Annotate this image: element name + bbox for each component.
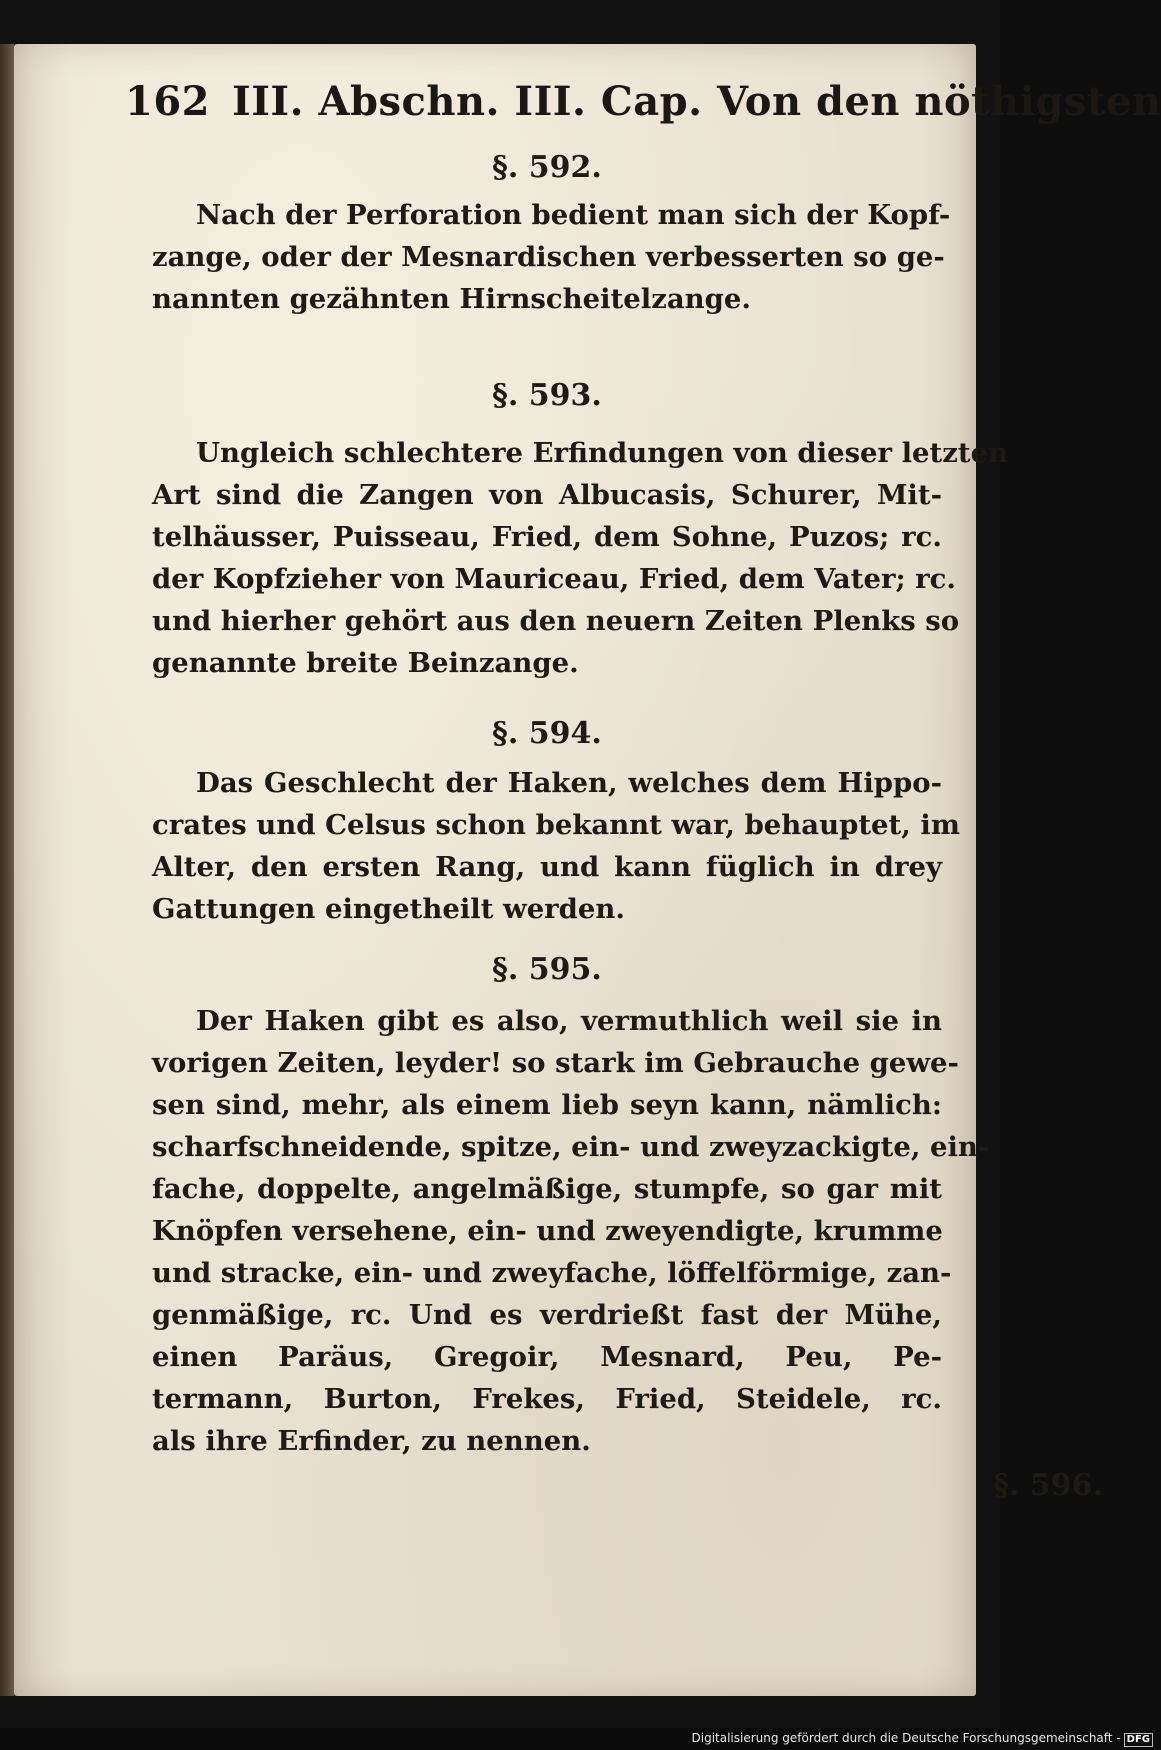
dfg-logo: DFG bbox=[1124, 1733, 1153, 1747]
text-line: telhäusser, Puisseau, Fried, dem Sohne, Puzos; rc. bbox=[152, 521, 942, 553]
text-line: crates und Celsus schon bekannt war, behauptet, im bbox=[152, 809, 960, 841]
section-body-592 bbox=[152, 194, 951, 320]
section-body-593 bbox=[152, 432, 1009, 684]
section-heading-594: §. 594. bbox=[492, 716, 602, 751]
text-line: Art sind die Zangen von Albucasis, Schurer, Mit- bbox=[152, 479, 942, 511]
text-line: Ungleich schlechtere Erfindungen von dieser letzten bbox=[196, 437, 1009, 469]
text-line: der Kopfzieher von Mauriceau, Fried, dem Vater; rc. bbox=[152, 563, 956, 595]
page-number: 162 bbox=[125, 78, 210, 125]
section-heading-595: §. 595. bbox=[492, 952, 602, 987]
section-heading-593: §. 593. bbox=[492, 378, 602, 413]
text-line: Gattungen eingetheilt werden. bbox=[152, 893, 625, 925]
text-line: fache, doppelte, angelmäßige, stumpfe, so gar mit bbox=[152, 1173, 942, 1205]
text-line: Nach der Perforation bedient man sich der Kopf- bbox=[196, 199, 951, 231]
text-line: termann, Burton, Frekes, Fried, Steidele, rc. bbox=[152, 1383, 942, 1415]
text-line: genannte breite Beinzange. bbox=[152, 647, 579, 679]
text-line: zange, oder der Mesnardischen verbesserten so ge- bbox=[152, 241, 945, 273]
text-line: genmäßige, rc. Und es verdrießt fast der Mühe, bbox=[152, 1299, 942, 1331]
section-body-595 bbox=[152, 1000, 990, 1462]
text-line: Der Haken gibt es also, vermuthlich weil sie in bbox=[196, 1005, 942, 1037]
text-line: und stracke, ein- und zweyfache, löffelförmige, zan- bbox=[152, 1257, 952, 1289]
text-line: nannten gezähnten Hirnscheitelzange. bbox=[152, 283, 751, 315]
text-line: und hierher gehört aus den neuern Zeiten Plenks so bbox=[152, 605, 960, 637]
text-line: scharfschneidende, spitze, ein- und zweyzackigte, ein- bbox=[152, 1131, 990, 1163]
text-line: Das Geschlecht der Haken, welches dem Hippo- bbox=[196, 767, 942, 799]
text-line: sen sind, mehr, als einem lieb seyn kann, nämlich: bbox=[152, 1089, 942, 1121]
section-body-594 bbox=[152, 762, 960, 930]
running-title: III. Abschn. III. Cap. Von den nöthigsten bbox=[232, 78, 1161, 125]
page-edge bbox=[0, 44, 14, 1696]
section-heading-592: §. 592. bbox=[492, 150, 602, 185]
footer-credit bbox=[692, 1731, 1154, 1747]
footer-credit-text: Digitalisierung gefördert durch die Deutsche Forschungsgemeinschaft - bbox=[691, 1731, 1121, 1745]
text-line: einen Paräus, Gregoir, Mesnard, Peu, Pe- bbox=[152, 1341, 942, 1373]
text-line: Alter, den ersten Rang, und kann füglich in drey bbox=[152, 851, 942, 883]
catchword: §. 596. bbox=[993, 1468, 1103, 1503]
running-header bbox=[125, 78, 1161, 125]
text-line: vorigen Zeiten, leyder! so stark im Gebrauche gewe- bbox=[152, 1047, 959, 1079]
text-line: als ihre Erfinder, zu nennen. bbox=[152, 1425, 591, 1457]
text-line: Knöpfen versehene, ein- und zweyendigte, krumme bbox=[152, 1215, 943, 1247]
